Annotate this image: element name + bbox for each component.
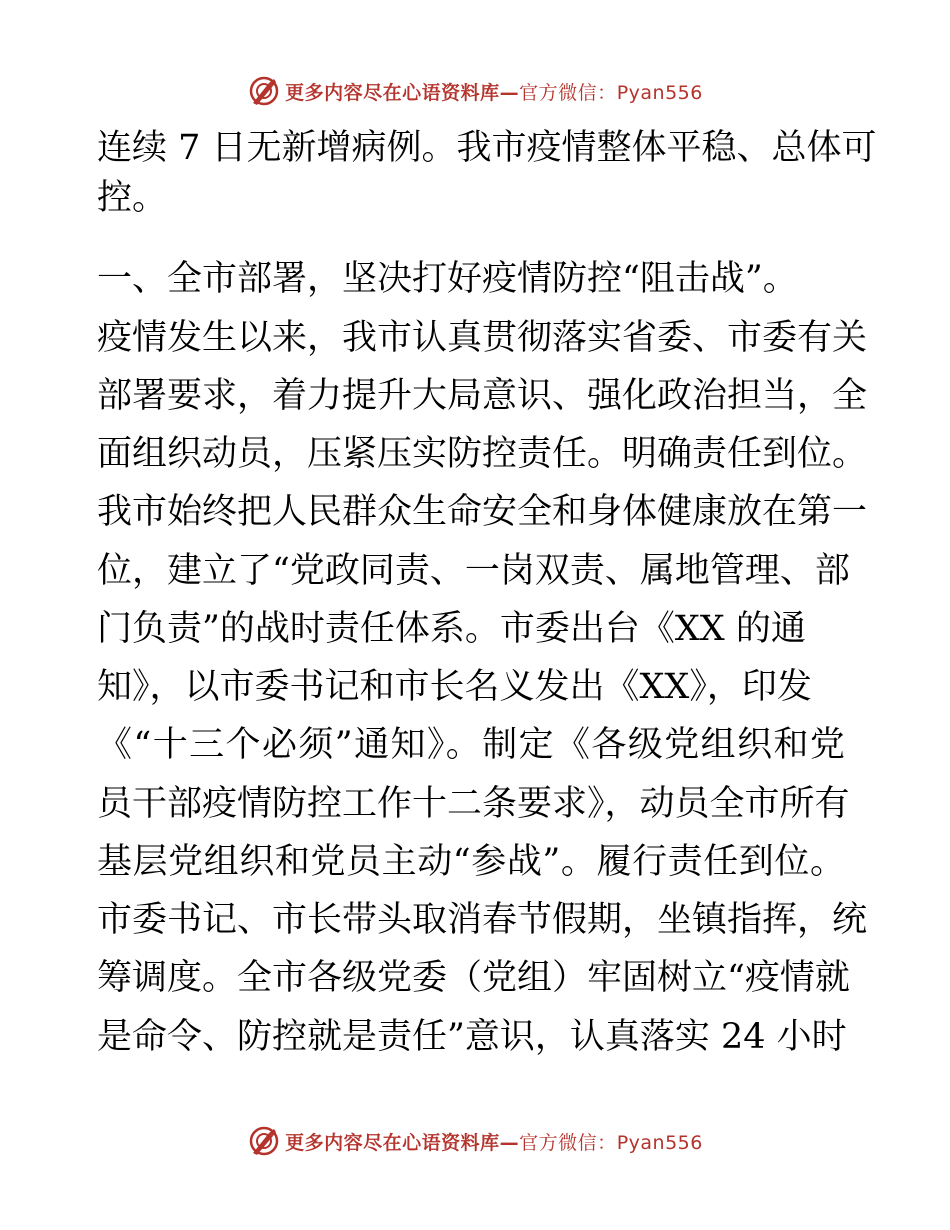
body-line: 控。	[97, 178, 168, 218]
body-line: 知》，以市委书记和市长名义发出《XX》，印发	[97, 667, 812, 707]
section-heading: 一、全市部署，坚决打好疫情防控“阻击战”。	[97, 259, 798, 299]
watermark-separator: —	[499, 1131, 520, 1154]
body-line: 筹调度。全市各级党委（党组）牢固树立“疫情就	[97, 958, 850, 998]
watermark-text	[285, 1128, 703, 1155]
body-line: 位，建立了“党政同责、一岗双责、属地管理、部	[97, 551, 850, 591]
watermark-main-text: 更多内容尽在心语资料库	[285, 81, 500, 104]
watermark-account: Pyan556	[616, 81, 703, 104]
body-line: 面组织动员，压紧压实防控责任。明确责任到位。	[97, 434, 868, 474]
body-line: 《“十三个必须”通知》。制定《各级党组织和党	[97, 725, 847, 765]
watermark-separator: —	[499, 81, 520, 104]
footer-watermark	[0, 1121, 950, 1161]
brand-logo-icon	[247, 74, 281, 108]
brand-logo-icon	[247, 1124, 281, 1158]
body-line: 部署要求，着力提升大局意识、强化政治担当，全	[97, 376, 868, 416]
watermark-main-text: 更多内容尽在心语资料库	[285, 1131, 500, 1154]
body-line: 我市始终把人民群众生命安全和身体健康放在第一	[97, 492, 868, 532]
body-line: 是命令、防控就是责任”意识，认真落实 24 小时	[97, 1017, 847, 1057]
header-watermark	[0, 71, 950, 111]
body-line: 连续 7 日无新增病例。我市疫情整体平稳、总体可	[97, 128, 877, 168]
watermark-account: Pyan556	[616, 1131, 703, 1154]
watermark-wechat-label: 官方微信：	[519, 81, 617, 104]
watermark-wechat-label: 官方微信：	[519, 1131, 617, 1154]
body-line: 员干部疫情防控工作十二条要求》，动员全市所有	[97, 784, 850, 824]
watermark-text	[285, 78, 703, 105]
body-line: 基层党组织和党员主动“参战”。履行责任到位。	[97, 842, 846, 882]
body-line: 门负责”的战时责任体系。市委出台《XX 的通	[97, 609, 806, 649]
body-line: 市委书记、市长带头取消春节假期，坐镇指挥，统	[97, 900, 868, 940]
body-line: 疫情发生以来，我市认真贯彻落实省委、市委有关	[97, 318, 868, 358]
